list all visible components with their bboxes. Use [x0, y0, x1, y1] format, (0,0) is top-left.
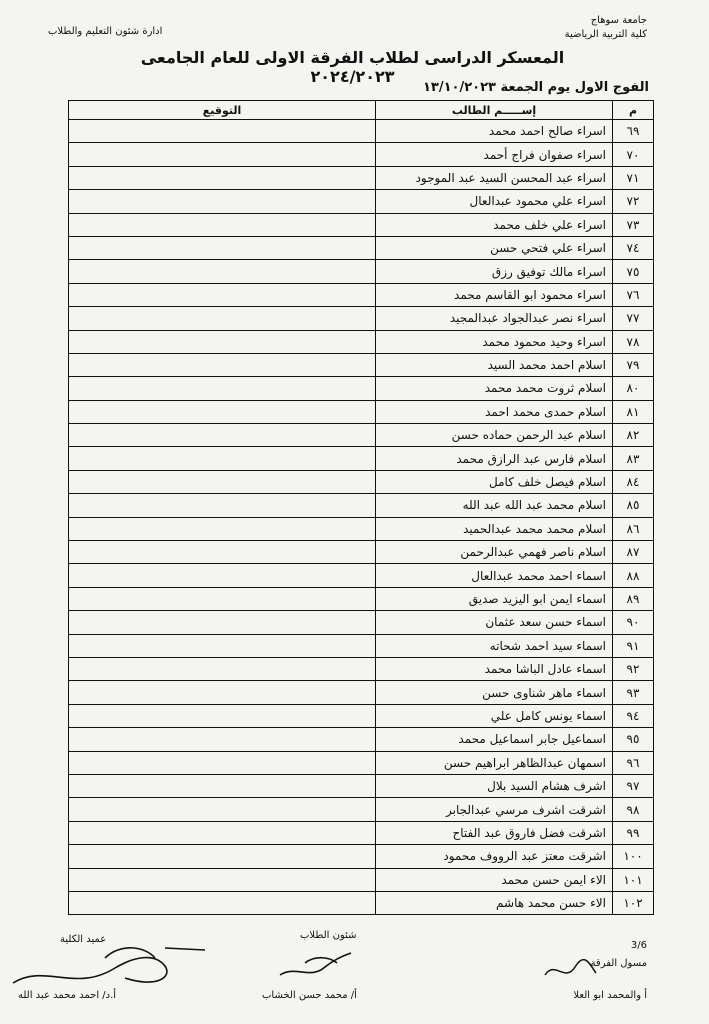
- student-name: اسلام محمد عبد الله عبد الله: [376, 494, 613, 517]
- signature-cell: [69, 564, 376, 587]
- signature-cell: [69, 424, 376, 447]
- signature-cell: [69, 400, 376, 423]
- row-number: ٧٥: [613, 260, 654, 283]
- row-number: ٨١: [613, 400, 654, 423]
- signature-cell: [69, 447, 376, 470]
- row-number: ٧٦: [613, 283, 654, 306]
- row-number: ٨٧: [613, 541, 654, 564]
- student-name: اسراء وحيد محمود محمد: [376, 330, 613, 353]
- table-row: [69, 190, 654, 213]
- student-name: اسراء نصر عبدالجواد عبدالمجيد: [376, 307, 613, 330]
- table-row: [69, 891, 654, 914]
- table-row: [69, 120, 654, 143]
- signature-cell: [69, 236, 376, 259]
- institution-header: [527, 14, 647, 42]
- table-row: [69, 845, 654, 868]
- signature-cell: [69, 751, 376, 774]
- table-row: [69, 470, 654, 493]
- signature-cell: [69, 307, 376, 330]
- student-roster-table: [68, 100, 654, 915]
- table-row: [69, 774, 654, 797]
- table-row: [69, 494, 654, 517]
- faculty-name: كلية التربية الرياضية: [564, 29, 647, 40]
- dean-signature: [5, 938, 215, 998]
- table-row: [69, 704, 654, 727]
- department-name: ادارة شئون التعليم والطلاب: [48, 26, 163, 37]
- signature-cell: [69, 283, 376, 306]
- row-number: ٨٣: [613, 447, 654, 470]
- class-officer-title: مسول الفرقة: [590, 958, 647, 969]
- row-number: ٨٤: [613, 470, 654, 493]
- row-number: ٧٩: [613, 353, 654, 376]
- row-number: ٩١: [613, 634, 654, 657]
- signature-cell: [69, 120, 376, 143]
- student-name: اسراء عبد المحسن السيد عبد الموجود: [376, 166, 613, 189]
- signature-cell: [69, 821, 376, 844]
- student-affairs-name: أ/ محمد حسن الخشاب: [262, 990, 357, 1001]
- student-name: اسماء احمد محمد عبدالعال: [376, 564, 613, 587]
- signature-cell: [69, 494, 376, 517]
- signature-cell: [69, 728, 376, 751]
- signature-cell: [69, 260, 376, 283]
- signature-cell: [69, 213, 376, 236]
- table-body: [69, 120, 654, 915]
- signature-cell: [69, 704, 376, 727]
- student-name: الاء حسن محمد هاشم: [376, 891, 613, 914]
- table-row: [69, 564, 654, 587]
- row-number: ٧٨: [613, 330, 654, 353]
- table-row: [69, 400, 654, 423]
- student-name: اسماعيل جابر اسماعيل محمد: [376, 728, 613, 751]
- signature-cell: [69, 143, 376, 166]
- table-row: [69, 517, 654, 540]
- table-row: [69, 236, 654, 259]
- class-officer-name: أ والمحمد ابو العلا: [573, 990, 647, 1001]
- student-name: اسراء علي محمود عبدالعال: [376, 190, 613, 213]
- row-number: ٩٥: [613, 728, 654, 751]
- row-number: ١٠٢: [613, 891, 654, 914]
- signature-cell: [69, 681, 376, 704]
- row-number: ٨٢: [613, 424, 654, 447]
- student-name: اسلام عبد الرحمن حماده حسن: [376, 424, 613, 447]
- student-name: اسماء ايمن ابو اليزيد صديق: [376, 587, 613, 610]
- student-name: اسلام ناصر فهمي عبدالرحمن: [376, 541, 613, 564]
- table-row: [69, 611, 654, 634]
- signature-cell: [69, 587, 376, 610]
- student-name: اسماء عادل الباشا محمد: [376, 657, 613, 680]
- student-affairs-signature: [275, 945, 355, 985]
- table-row: [69, 634, 654, 657]
- column-header-signature: التوقيع: [69, 101, 376, 120]
- student-name: اشرقت اشرف مرسي عبدالجابر: [376, 798, 613, 821]
- page-number: 3/6: [630, 940, 647, 951]
- student-name: اسلام فارس عبد الرازق محمد: [376, 447, 613, 470]
- table-row: [69, 868, 654, 891]
- student-name: اسماء ماهر شناوى حسن: [376, 681, 613, 704]
- student-name: اسلام فيصل خلف كامل: [376, 470, 613, 493]
- student-name: اشرقت فضل فاروق عبد الفتاح: [376, 821, 613, 844]
- table-row: [69, 424, 654, 447]
- row-number: ٦٩: [613, 120, 654, 143]
- student-name: اشرقت معتز عبد الرووف محمود: [376, 845, 613, 868]
- row-number: ٨٥: [613, 494, 654, 517]
- student-name: اسماء سيد احمد شحاته: [376, 634, 613, 657]
- row-number: ٧١: [613, 166, 654, 189]
- signature-cell: [69, 891, 376, 914]
- student-name: اسماء يونس كامل علي: [376, 704, 613, 727]
- signature-cell: [69, 517, 376, 540]
- signature-cell: [69, 611, 376, 634]
- table-row: [69, 541, 654, 564]
- table-row: [69, 213, 654, 236]
- student-name: اسراء مالك توفيق رزق: [376, 260, 613, 283]
- signature-cell: [69, 798, 376, 821]
- university-name: جامعة سوهاج: [590, 15, 647, 26]
- student-name: الاء ايمن حسن محمد: [376, 868, 613, 891]
- row-number: ٩٤: [613, 704, 654, 727]
- table-row: [69, 751, 654, 774]
- row-number: ١٠١: [613, 868, 654, 891]
- signature-cell: [69, 541, 376, 564]
- table-row: [69, 821, 654, 844]
- student-name: اسراء صفوان فراج أحمد: [376, 143, 613, 166]
- class-officer-signature: [540, 955, 600, 985]
- student-name: اسلام محمد محمد عبدالحميد: [376, 517, 613, 540]
- row-number: ٨٦: [613, 517, 654, 540]
- row-number: ٩٢: [613, 657, 654, 680]
- row-number: ٩٧: [613, 774, 654, 797]
- table-row: [69, 260, 654, 283]
- row-number: ٧٢: [613, 190, 654, 213]
- student-name: اسلام احمد محمد السيد: [376, 353, 613, 376]
- row-number: ٩٩: [613, 821, 654, 844]
- table-row: [69, 143, 654, 166]
- student-name: اسراء صالح احمد محمد: [376, 120, 613, 143]
- signature-cell: [69, 868, 376, 891]
- signature-cell: [69, 470, 376, 493]
- student-name: اسلام حمدى محمد احمد: [376, 400, 613, 423]
- row-number: ١٠٠: [613, 845, 654, 868]
- row-number: ٨٩: [613, 587, 654, 610]
- student-affairs-title: شئون الطلاب: [300, 930, 357, 941]
- signature-cell: [69, 377, 376, 400]
- student-name: اشرف هشام السيد بلال: [376, 774, 613, 797]
- row-number: ٨٨: [613, 564, 654, 587]
- table-row: [69, 657, 654, 680]
- table-row: [69, 330, 654, 353]
- dean-title: عميد الكلية: [60, 934, 107, 945]
- student-name: اسراء علي خلف محمد: [376, 213, 613, 236]
- signature-cell: [69, 190, 376, 213]
- signature-cell: [69, 634, 376, 657]
- student-name: اسراء علي فتحي حسن: [376, 236, 613, 259]
- student-name: اسماء حسن سعد عثمان: [376, 611, 613, 634]
- row-number: ٨٠: [613, 377, 654, 400]
- row-number: ٩٨: [613, 798, 654, 821]
- row-number: ٧٧: [613, 307, 654, 330]
- table-header-row: [69, 101, 654, 120]
- table-row: [69, 681, 654, 704]
- dean-name: أ.د/ احمد محمد عبد الله: [18, 990, 117, 1001]
- row-number: ٧٣: [613, 213, 654, 236]
- table-row: [69, 283, 654, 306]
- signature-cell: [69, 353, 376, 376]
- signature-cell: [69, 166, 376, 189]
- row-number: ٩٦: [613, 751, 654, 774]
- table-row: [69, 587, 654, 610]
- signature-cell: [69, 845, 376, 868]
- table-row: [69, 447, 654, 470]
- table-row: [69, 798, 654, 821]
- row-number: ٩٠: [613, 611, 654, 634]
- student-name: اسراء محمود ابو القاسم محمد: [376, 283, 613, 306]
- document-title: المعسكر الدراسى لطلاب الفرقة الاولى للعام الجامعى ٢٠٢٤/٢٠٢٣: [140, 48, 565, 86]
- table-row: [69, 307, 654, 330]
- table-row: [69, 377, 654, 400]
- table-row: [69, 353, 654, 376]
- row-number: ٧٤: [613, 236, 654, 259]
- signature-cell: [69, 657, 376, 680]
- column-header-name: إســـــم الطالب: [376, 101, 613, 120]
- table-row: [69, 166, 654, 189]
- signature-cell: [69, 330, 376, 353]
- row-number: ٧٠: [613, 143, 654, 166]
- document-subtitle: الفوج الاول يوم الجمعة ١٣/١٠/٢٠٢٣: [422, 80, 649, 95]
- table-row: [69, 728, 654, 751]
- student-name: اسلام ثروت محمد محمد: [376, 377, 613, 400]
- student-name: اسمهان عبدالظاهر ابراهيم حسن: [376, 751, 613, 774]
- column-header-number: م: [613, 101, 654, 120]
- row-number: ٩٣: [613, 681, 654, 704]
- signature-cell: [69, 774, 376, 797]
